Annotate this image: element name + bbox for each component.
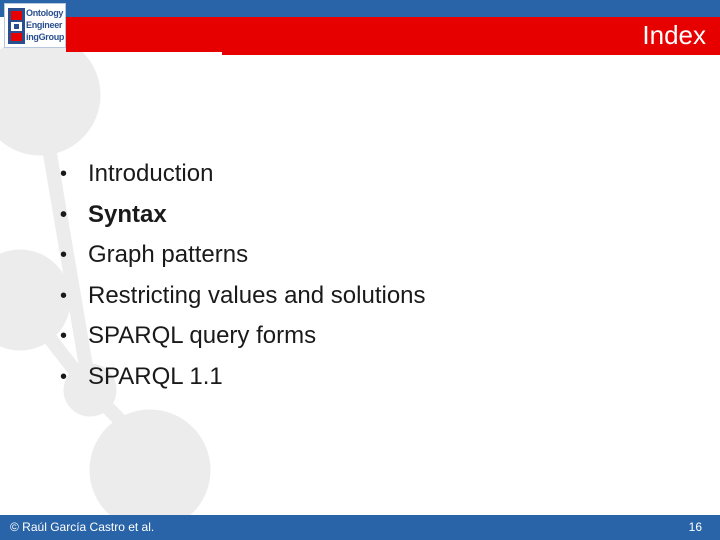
bullet-dot-icon: • xyxy=(60,325,68,347)
index-item-label: Restricting values and solutions xyxy=(88,281,426,309)
index-item-restricting-values xyxy=(60,276,426,317)
logo-line-1: Ontology xyxy=(26,8,64,18)
footer-author: © Raúl García Castro et al. xyxy=(10,520,155,534)
page-number: 16 xyxy=(688,520,702,534)
bullet-dot-icon: • xyxy=(60,365,68,388)
index-item-graph-patterns xyxy=(60,235,426,276)
index-item-syntax xyxy=(60,195,426,236)
header-blue-stripe xyxy=(0,0,720,17)
ontology-engineering-group-logo-icon xyxy=(8,8,25,44)
bullet-dot-icon: • xyxy=(60,244,68,266)
index-item-introduction xyxy=(60,154,426,195)
bullet-dot-icon: • xyxy=(60,284,68,307)
index-list xyxy=(60,154,426,397)
index-item-label: Syntax xyxy=(88,200,167,228)
logo-wordmark xyxy=(26,7,66,43)
bullet-dot-icon: • xyxy=(60,203,68,226)
bullet-dot-icon: • xyxy=(60,163,68,185)
index-item-sparql-1-1 xyxy=(60,357,426,398)
logo-line-3: ingGroup xyxy=(26,32,65,42)
oeg-logo xyxy=(4,3,66,48)
logo-line-2: Engineer xyxy=(26,20,63,30)
index-item-label: Graph patterns xyxy=(88,241,249,268)
slide-title: Index xyxy=(642,20,706,50)
footer-bar xyxy=(0,515,720,540)
index-item-label: Introduction xyxy=(88,160,214,187)
header-red-underline xyxy=(222,52,720,55)
index-item-label: SPARQL query forms xyxy=(88,322,317,349)
header-red-band xyxy=(66,17,720,52)
index-item-query-forms xyxy=(60,316,426,357)
index-item-label: SPARQL 1.1 xyxy=(88,362,223,390)
header-bar xyxy=(0,0,720,56)
